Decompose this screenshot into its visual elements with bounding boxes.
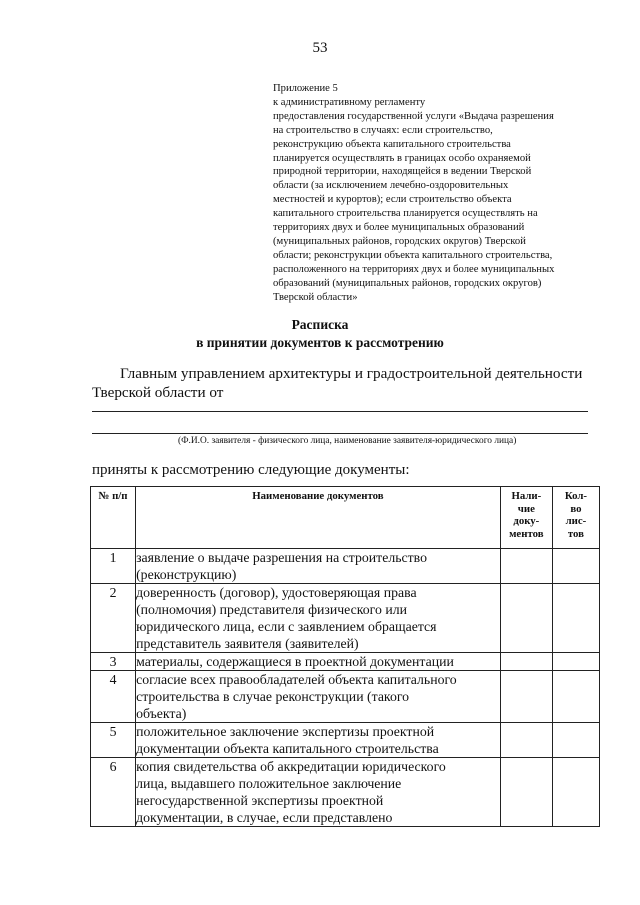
row-text-line: копия свидетельства об аккредитации юридического — [136, 759, 446, 774]
appendix-line: природной территории, находящейся в ведении Тверской — [273, 166, 532, 178]
header-sheet-count-line: во — [570, 502, 582, 515]
header-number: № п/п — [91, 487, 136, 549]
header-availability — [500, 487, 552, 549]
intro-line: Тверской области от — [92, 384, 224, 401]
row-number: 2 — [91, 584, 136, 653]
row-text-line: согласие всех правообладателей объекта капитального — [136, 672, 457, 687]
row-availability-cell — [500, 671, 552, 723]
appendix-line: предоставления государственной услуги «Выдача разрешения — [273, 110, 554, 122]
row-text-line: юридического лица, если с заявлением обращается — [136, 619, 437, 634]
row-availability-cell — [500, 584, 552, 653]
header-availability-line: Нали- — [511, 490, 542, 502]
header-sheet-count — [552, 487, 599, 549]
table-row — [91, 584, 600, 653]
header-availability-line: чие — [517, 502, 535, 515]
header-sheet-count-line: лис- — [565, 515, 587, 527]
appendix-line: реконструкцию объекта капитального строительства — [273, 138, 511, 150]
appendix-line: территориях двух и более муниципальных образований — [273, 222, 525, 234]
appendix-line: расположенного на территориях двух и более муниципальных — [273, 263, 555, 275]
appendix-line: планируется осуществлять в границах особо охраняемой — [273, 152, 531, 164]
row-text-line: документации, в случае, если представлено — [136, 810, 393, 825]
row-document-name — [136, 653, 501, 671]
row-text-line: положительное заключение экспертизы проектной — [136, 724, 435, 739]
appendix-line: капитального строительства планируется осуществлять на — [273, 208, 538, 220]
accepted-documents-text: приняты к рассмотрению следующие документы: — [92, 462, 410, 478]
row-sheet-count-cell — [552, 758, 599, 827]
row-sheet-count-cell — [552, 549, 599, 584]
row-availability-cell — [500, 758, 552, 827]
appendix-line: Тверской области» — [273, 291, 358, 303]
row-availability-cell — [500, 723, 552, 758]
appendix-line: области (за исключением лечебно-оздоровительных — [273, 180, 509, 192]
receipt-title-line: Расписка — [291, 317, 349, 332]
row-document-name — [136, 723, 501, 758]
row-text-line: документации объекта капитального строительства — [136, 741, 439, 756]
table-row — [91, 549, 600, 584]
row-number: 6 — [91, 758, 136, 827]
table-row — [91, 671, 600, 723]
applicant-fill-line — [92, 433, 588, 434]
applicant-fill-line — [92, 411, 588, 412]
row-number: 5 — [91, 723, 136, 758]
row-sheet-count-cell — [552, 653, 599, 671]
row-number: 3 — [91, 653, 136, 671]
header-sheet-count-line: тов — [567, 527, 584, 540]
table-row — [91, 758, 600, 827]
row-text-line: (полномочия) представителя физического или — [136, 602, 407, 617]
row-text-line: (реконструкцию) — [136, 567, 237, 582]
row-document-name — [136, 584, 501, 653]
row-text-line: негосударственной экспертизы проектной — [136, 793, 384, 808]
row-sheet-count-cell — [552, 584, 599, 653]
row-text-line: лица, выдавшего положительное заключение — [136, 776, 402, 791]
row-document-name — [136, 758, 501, 827]
receipt-subtitle-line: в принятии документов к рассмотрению — [196, 335, 444, 350]
header-availability-line: доку- — [513, 515, 540, 527]
row-sheet-count-cell — [552, 723, 599, 758]
table-header-row — [91, 487, 600, 549]
row-text-line: заявление о выдаче разрешения на строительство — [136, 550, 427, 565]
row-text-line: строительства в случае реконструкции (такого — [136, 689, 410, 704]
row-availability-cell — [500, 653, 552, 671]
appendix-block — [273, 82, 603, 305]
row-number: 4 — [91, 671, 136, 723]
intro-line: Главным управлением архитектуры и градостроительной деятельности — [120, 365, 583, 382]
row-text-line: представитель заявителя (заявителей) — [136, 636, 359, 651]
row-text-line: материалы, содержащиеся в проектной документации — [136, 654, 454, 669]
row-sheet-count-cell — [552, 671, 599, 723]
header-document-name: Наименование документов — [136, 487, 501, 549]
appendix-line: Приложение 5 — [273, 83, 338, 94]
row-availability-cell — [500, 549, 552, 584]
documents-table — [90, 486, 600, 827]
appendix-line: области; реконструкции объекта капитального строительства, — [273, 249, 553, 261]
header-sheet-count-line: Кол- — [564, 490, 588, 502]
page-number: 53 — [312, 40, 328, 56]
row-document-name — [136, 671, 501, 723]
appendix-line: (муниципальных районов, городских округов) Тверской — [273, 235, 526, 247]
appendix-line: к административному регламенту — [273, 96, 426, 108]
appendix-line: на строительство в случаях: если строительство, — [273, 124, 493, 136]
row-number: 1 — [91, 549, 136, 584]
row-text-line: объекта) — [136, 706, 187, 721]
header-availability-line: ментов — [509, 527, 544, 540]
table-row — [91, 653, 600, 671]
appendix-line: образований (муниципальных районов, городских округов) — [273, 277, 542, 289]
row-document-name — [136, 549, 501, 584]
intro-text — [92, 364, 592, 402]
table-row — [91, 723, 600, 758]
applicant-caption: (Ф.И.О. заявителя - физического лица, наименование заявителя-юридического лица) — [178, 436, 517, 446]
receipt-title — [0, 316, 640, 352]
row-text-line: доверенность (договор), удостоверяющая права — [136, 585, 417, 600]
appendix-line: местностей и курортов); если строительство объекта — [273, 194, 512, 206]
